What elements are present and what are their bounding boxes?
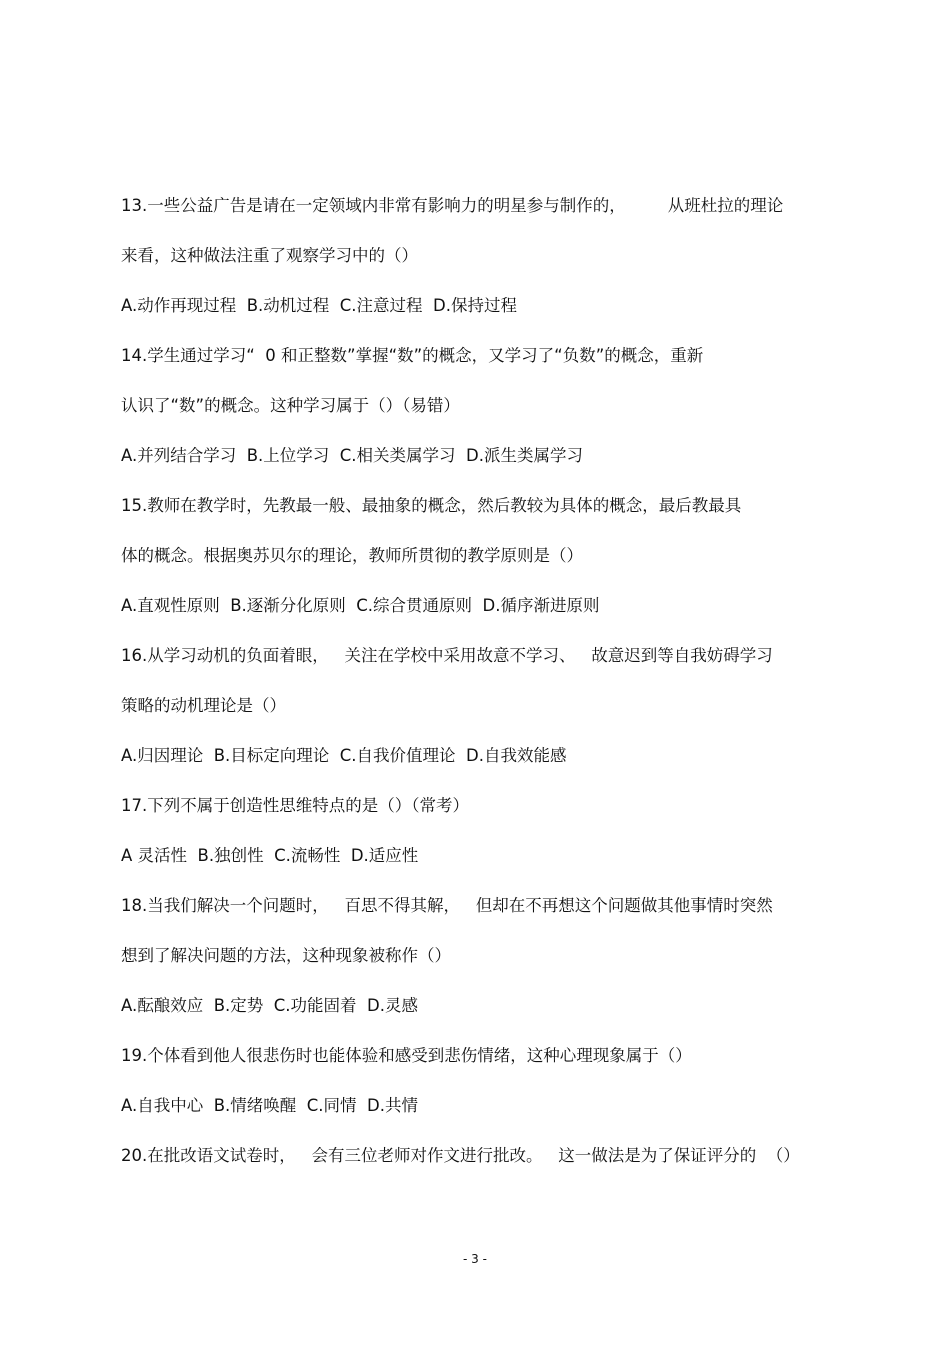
question-13-options: A.动作再现过程 B.动机过程 C.注意过程 D.保持过程 <box>121 296 517 315</box>
question-17-options: A 灵活性 B.独创性 C.流畅性 D.适应性 <box>121 846 419 865</box>
question-19-line-1: 19.个体看到他人很悲伤时也能体验和感受到悲伤情绪，这种心理现象属于（） <box>121 1046 692 1065</box>
question-16-line-2: 策略的动机理论是（） <box>121 696 286 715</box>
question-15-line-1: 15.教师在教学时，先教最一般、最抽象的概念，然后教较为具体的概念，最后教最具 <box>121 496 742 515</box>
question-14-line-1: 14.学生通过学习“ 0 和正整数”掌握“数”的概念，又学习了“负数”的概念，重新 <box>121 346 704 365</box>
question-15-line-2: 体的概念。根据奥苏贝尔的理论，教师所贯彻的教学原则是（） <box>121 546 583 565</box>
question-18-options: A.酝酿效应 B.定势 C.功能固着 D.灵感 <box>121 996 418 1015</box>
question-16-line-1: 16.从学习动机的负面着眼， 关注在学校中采用故意不学习、 故意迟到等自我妨碍学习 <box>121 646 773 665</box>
question-14-options: A.并列结合学习 B.上位学习 C.相关类属学习 D.派生类属学习 <box>121 446 583 465</box>
question-13-line-1: 13.一些公益广告是请在一定领域内非常有影响力的明星参与制作的， 从班杜拉的理论 <box>121 196 784 215</box>
question-15-options: A.直观性原则 B.逐渐分化原则 C.综合贯通原则 D.循序渐进原则 <box>121 596 600 615</box>
question-14-line-2: 认识了“数”的概念。这种学习属于（）（易错） <box>121 396 460 415</box>
question-18-line-1: 18.当我们解决一个问题时， 百思不得其解， 但却在不再想这个问题做其他事情时突然 <box>121 896 773 915</box>
question-17-line-1: 17.下列不属于创造性思维特点的是（）（常考） <box>121 796 469 815</box>
question-18-line-2: 想到了解决问题的方法，这种现象被称作（） <box>121 946 451 965</box>
page-number: - 3 - <box>463 1252 487 1266</box>
question-19-options: A.自我中心 B.情绪唤醒 C.同情 D.共情 <box>121 1096 418 1115</box>
question-20-line-1: 20.在批改语文试卷时， 会有三位老师对作文进行批改。 这一做法是为了保证评分的 （） <box>121 1146 800 1165</box>
question-13-line-2: 来看，这种做法注重了观察学习中的（） <box>121 246 418 265</box>
question-16-options: A.归因理论 B.目标定向理论 C.自我价值理论 D.自我效能感 <box>121 746 567 765</box>
